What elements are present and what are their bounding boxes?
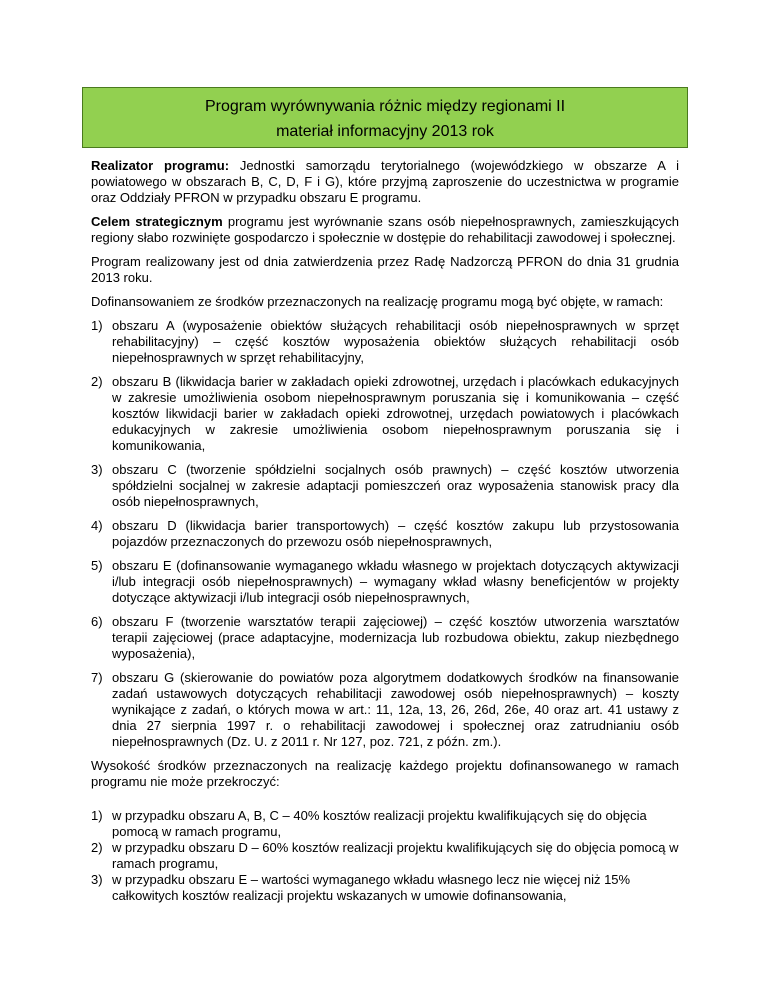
list-item-text: w przypadku obszaru D – 60% kosztów realizacji projektu kwalifikujących się do objęcia pomocą w ramach programu,	[112, 840, 679, 871]
limity-list	[91, 808, 679, 904]
list-item-number: 3)	[91, 872, 103, 887]
cel-label: Celem strategicznym	[91, 214, 223, 229]
list-item-number: 6)	[91, 614, 103, 629]
list-item-text: w przypadku obszaru A, B, C – 40% kosztów realizacji projektu kwalifikujących się do objęcia pomocą w ramach programu,	[112, 808, 647, 839]
list-item-number: 2)	[91, 840, 103, 855]
list-item-number: 3)	[91, 462, 103, 477]
title-box	[82, 87, 688, 148]
list-item-number: 5)	[91, 558, 103, 573]
title-line-2: materiał informacyjny 2013 rok	[276, 123, 494, 140]
cel-paragraph	[91, 214, 679, 246]
list-item	[91, 670, 679, 750]
dofinansowanie-paragraph: Dofinansowaniem ze środków przeznaczonych na realizację programu mogą być objęte, w ramach:	[91, 294, 664, 309]
list-item-text: w przypadku obszaru E – wartości wymaganego wkładu własnego lecz nie więcej niż 15% całkowitych kosztów realizacji projektu wskazanych w umowie dofinansowania,	[112, 872, 631, 903]
list-item	[91, 462, 679, 510]
list-item-number: 1)	[91, 318, 103, 333]
list-item	[91, 558, 679, 606]
list-item-text: obszaru B (likwidacja barier w zakładach opieki zdrowotnej, urzędach i placówkach edukacyjnych w zakresie umożliwienia osobom niepełnosprawnym poruszania się i komunikowania – część kosztów likwidacji barier w zakładach opieki zdrowotnej, urzędach powiatowych i placówkach edukacyjnych w zakresie umożliwienia osobom niepełnosprawnym poruszania się i komunikowania,	[112, 374, 679, 453]
list-item	[91, 872, 679, 904]
list-item-number: 7)	[91, 670, 103, 685]
realizator-label: Realizator programu:	[91, 158, 230, 173]
list-item-number: 4)	[91, 518, 103, 533]
list-item-text: obszaru C (tworzenie spółdzielni socjalnych osób prawnych) – część kosztów utworzenia spółdzielni socjalnej w zakresie adaptacji pomieszczeń oraz wyposażenia stanowisk pracy dla osób niepełnosprawnych,	[112, 462, 679, 509]
okres-paragraph: Program realizowany jest od dnia zatwierdzenia przez Radę Nadzorczą PFRON do dnia 31 grudnia 2013 roku.	[91, 254, 679, 285]
list-item	[91, 374, 679, 454]
list-item	[91, 614, 679, 662]
title-line-1: Program wyrównywania różnic między regionami II	[204, 98, 566, 115]
list-item-number: 2)	[91, 374, 103, 389]
list-item-text: obszaru G (skierowanie do powiatów poza algorytmem dodatkowych środków na finansowanie zadań ustawowych dotyczących rehabilitacji zawodowej osób niepełnosprawnych) – koszty wynikające z zadań, o których mowa w art.: 11, 12a, 13, 26, 26d, 26e, 40 oraz art. 41 ustawy z dnia 27 sierpnia 1997 r. o rehabilitacji zawodowej i społecznej oraz zatrudnianiu osób niepełnosprawnych (Dz. U. z 2011 r. Nr 127, poz. 721, z późn. zm.).	[112, 670, 679, 749]
list-item-text: obszaru A (wyposażenie obiektów służących rehabilitacji osób niepełnosprawnych w sprzęt rehabilitacyjny) – część kosztów wyposażenia obiektów służących rehabilitacji osób niepełnosprawnych w sprzęt rehabilitacyjny,	[112, 318, 679, 365]
list-item-text: obszaru E (dofinansowanie wymaganego wkładu własnego w projektach dotyczących aktywizacji i/lub integracji osób niepełnosprawnych) – wymagany wkład własny beneficjentów w projekty dotyczące aktywizacji i/lub integracji osób niepełnosprawnych,	[112, 558, 679, 605]
realizator-text: Jednostki samorządu terytorialnego (wojewódzkiego w obszarze A i powiatowego w obszarach B, C, D, F i G), które przyjmą zaproszenie do uczestnictwa w programie oraz Oddziały PFRON w przypadku obszaru E programu.	[91, 158, 679, 205]
list-item-number: 1)	[91, 808, 103, 823]
list-item-text: obszaru F (tworzenie warsztatów terapii zajęciowej) – część kosztów utworzenia warsztatów terapii zajęciowej (prace adaptacyjne, modernizacja lub rozbudowa obiektu, zakup niezbędnego wyposażenia),	[112, 614, 679, 661]
realizator-paragraph	[91, 158, 679, 206]
list-item	[91, 318, 679, 366]
list-item	[91, 518, 679, 550]
document-body	[91, 158, 679, 904]
list-item	[91, 840, 679, 872]
cel-text: programu jest wyrównanie szans osób niepełnosprawnych, zamieszkujących regiony słabo rozwinięte gospodarczo i społecznie w dostępie do rehabilitacji zawodowej i społecznej.	[91, 214, 679, 245]
obszary-list	[91, 318, 679, 750]
list-item-text: obszaru D (likwidacja barier transportowych) – część kosztów zakupu lub przystosowania pojazdów przeznaczonych do przewozu osób niepełnosprawnych,	[112, 518, 679, 549]
list-item	[91, 808, 679, 840]
wysokosc-paragraph: Wysokość środków przeznaczonych na realizację każdego projektu dofinansowanego w ramach programu nie może przekroczyć:	[91, 758, 679, 789]
